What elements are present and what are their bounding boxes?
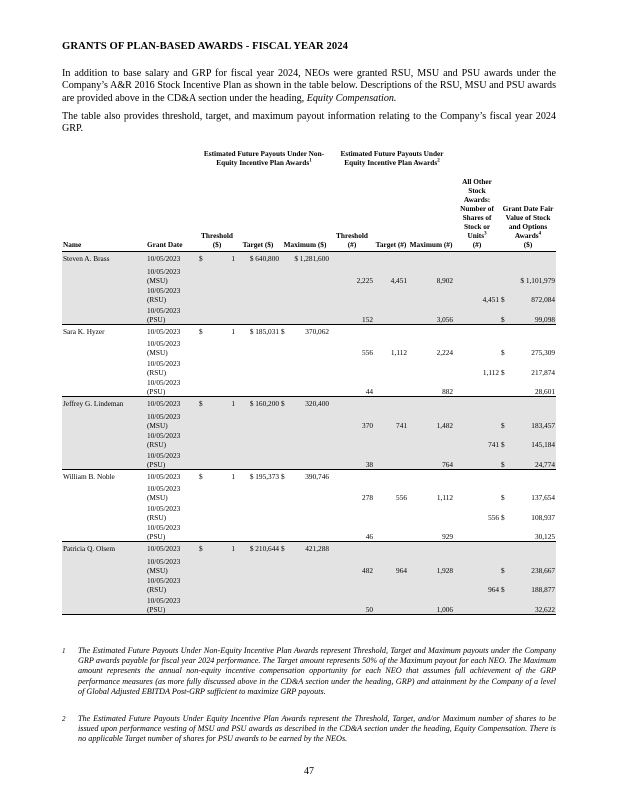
fair-value [500,430,556,450]
exec-group [62,397,556,470]
value: 421,288 [305,544,329,553]
fair-value [500,304,556,324]
exec-name: Sara K. Hyzer [63,326,105,336]
e-maximum: 1,006 [408,594,454,614]
table-row [62,338,556,358]
ne-target: $ 160,200 [236,397,280,411]
ne-target: $ 195,373 [249,471,279,481]
fair-value [500,285,556,305]
col-ne-target: Target ($) [242,240,274,249]
intro-text: In addition to base salary and GRP for fiscal year 2024, NEOs were granted RSU, MSU and PSU awards under the Company’s A&R 2016 Stock Incentive Plan as shown in the table below. Descriptions of the RSU, MSU and PSU awards are provided above in the CD&A section under the heading, [62,68,556,104]
award-type: (RSU) [147,585,167,594]
date: 10/05/2023 [147,286,181,295]
table-row [62,522,556,542]
currency: $ [281,326,285,336]
value: 238,667 [531,565,556,575]
grant-date-psu [146,522,198,542]
grant-date: 10/05/2023 [146,542,198,556]
col-fair-value-unit: ($) [523,240,533,249]
footnote-2 [62,714,556,745]
table-row [62,430,556,450]
currency: $ [199,326,203,336]
col-e-threshold: Threshold (#) [336,231,368,249]
value: 145,184 [531,440,556,449]
e-threshold: 46 [330,522,374,542]
date: 10/05/2023 [147,503,181,513]
grant-date: 10/05/2023 [147,471,181,481]
fair-value [500,483,556,503]
fair-value: 28,601 [500,377,556,397]
exec-group [62,252,556,325]
award-type: (RSU) [147,440,167,449]
fair-value [500,575,556,595]
currency: $ [501,367,505,377]
date: 10/05/2023 [147,450,181,460]
col-name: Name [63,240,82,249]
col-e-target: Target (#) [375,240,407,249]
value: 99,098 [534,314,556,324]
date: 10/05/2023 [147,431,181,440]
other-stock: 556 [488,512,500,522]
award-type: (RSU) [147,367,167,377]
value: 320,400 [305,399,329,408]
col-ne-maximum: Maximum ($) [283,240,327,249]
e-maximum: 882 [408,377,454,397]
ne-threshold [198,469,236,483]
date: 10/05/2023 [147,378,181,387]
award-type: (MSU) [147,420,168,430]
footnote-1 [62,646,556,697]
ne-maximum [280,397,330,411]
table-row [62,252,556,266]
grant-date-msu [146,483,198,503]
currency: $ [199,471,203,481]
value: 1 [231,544,235,553]
e-threshold: 44 [330,377,374,397]
value: 390,746 [305,471,329,481]
table-row [62,324,556,338]
e-target: 556 [396,493,407,502]
other-stock: 1,112 [482,367,500,377]
value: 872,084 [531,295,556,304]
currency: $ [501,314,505,324]
value: 275,309 [531,348,556,357]
other-stock: 741 [454,430,500,450]
fair-value: $ 1,101,979 [500,265,556,285]
footnote-ref: 4 [538,231,542,237]
ne-maximum [280,469,330,483]
e-target: 1,112 [390,348,407,357]
table-row [62,377,556,397]
currency: $ [501,295,505,304]
e-threshold: 278 [362,493,373,502]
table-row [62,304,556,324]
footnote-number: 1 [62,647,66,655]
group-non-equity [198,149,330,177]
award-type: (PSU) [147,314,166,324]
table-row [62,410,556,430]
e-threshold: 370 [330,410,374,430]
exec-name: Steven A. Brass [62,252,146,266]
group-equity-label: Estimated Future Payouts Under Equity Incentive Plan Awards [340,149,444,167]
table-row [62,357,556,377]
value: 217,874 [531,367,556,377]
award-type: (MSU) [147,493,168,502]
award-type: (PSU) [147,532,166,541]
table-row [62,397,556,411]
fair-value [500,555,556,575]
table-row [62,575,556,595]
grant-date-psu [146,594,198,614]
footnote-text: The Estimated Future Payouts Under Equity Incentive Plan Awards represent the Threshold, Target, and/or Maximum number of shares to be issued upon performance vesting of MSU and PSU awards as described in the CD&A section under the heading, Equity Compensation. There is no applicable Target number of shares for PSU awards to be earned by the NEOs. [78,714,556,744]
date: 10/05/2023 [147,358,181,368]
currency: $ [199,254,203,263]
grant-date-msu [146,410,198,430]
grant-date-rsu [146,502,198,522]
table-row [62,449,556,469]
currency: $ [199,544,203,553]
e-maximum: 2,224 [436,348,454,357]
other-stock: 4,451 [454,285,500,305]
value: 370,062 [305,326,329,336]
date: 10/05/2023 [147,523,181,532]
date: 10/05/2023 [147,411,181,421]
award-type: (MSU) [147,348,168,357]
currency: $ [501,493,505,502]
e-maximum: 929 [408,522,454,542]
table-row [62,265,556,285]
grants-table [62,149,556,615]
e-target: 964 [374,555,408,575]
fair-value [500,449,556,469]
grant-date-rsu [146,575,198,595]
currency: $ [199,399,203,408]
grant-date-psu [146,304,198,324]
ne-threshold [198,542,236,556]
e-maximum: 764 [408,449,454,469]
table-row [62,555,556,575]
footnote-text: The Estimated Future Payouts Under Non-Equity Incentive Plan Awards represent Threshold, Target and Maximum payouts under the Company GRP awards payable for fiscal year 2024 performance. The Target amount represents 50% of the Maximum payout for each NEO. The Maximum amount represents the annual non-equity incentive compensation opportunity for each NEO that assumes full achievement of the GRP performance measures (as more fully discussed above in the CD&A section under the heading, GRP) and attainment by the Company of a level of Global Adjusted EBITDA Post-GRP sufficient to maximize GRP payouts. [78,646,556,696]
currency: $ [281,399,285,408]
value: 1 [231,326,235,336]
date: 10/05/2023 [147,305,181,315]
col-ne-threshold: Threshold ($) [201,231,233,249]
col-grant-date: Grant Date [147,240,183,249]
award-type: (PSU) [147,459,166,469]
table-row [62,469,556,483]
col-e-maximum: Maximum (#) [409,240,453,249]
grant-date: 10/05/2023 [146,252,198,266]
value: 108,937 [531,512,556,522]
intro-paragraph-1 [62,68,556,105]
column-header-row [62,177,556,252]
section-heading: GRANTS OF PLAN-BASED AWARDS - FISCAL YEAR 2024 [62,41,349,52]
grant-date-msu [146,265,198,285]
col-other-stock-label: All Other Stock Awards: Number of Shares of Stock or Units [460,177,494,240]
fair-value [500,357,556,377]
exec-group [62,469,556,542]
award-type: (RSU) [147,512,167,522]
intro-paragraph-2: The table also provides threshold, target, and maximum payout information relating to the Company’s fiscal year 2024 GRP. [62,111,556,135]
page-number: 47 [304,766,314,777]
currency: $ [501,440,505,449]
e-maximum: 8,902 [408,265,454,285]
date: 10/05/2023 [147,339,181,348]
footnote-ref: 3 [484,231,487,237]
col-other-stock [454,177,500,252]
e-maximum: 1,112 [436,493,454,502]
value: 188,877 [531,585,556,594]
ne-target: $ 640,800 [236,252,280,266]
grant-date-psu [146,377,198,397]
group-header-row [62,149,556,177]
group-equity [330,149,454,177]
grant-date-msu [146,555,198,575]
e-maximum: 1,482 [408,410,454,430]
table-row [62,483,556,503]
exec-group [62,542,556,615]
e-threshold: 152 [330,304,374,324]
grant-date-msu [146,338,198,358]
date: 10/05/2023 [147,266,181,276]
currency: $ [501,585,505,594]
fair-value: 32,622 [500,594,556,614]
other-stock: 964 [454,575,500,595]
fair-value [500,338,556,358]
col-fair-value-label: Grant Date Fair Value of Stock and Options Awards [502,204,554,240]
fair-value [500,502,556,522]
award-type: (PSU) [147,387,166,396]
e-threshold: 482 [330,555,374,575]
table-row [62,285,556,305]
value: 1 [231,399,235,408]
table-row [62,594,556,614]
currency: $ [501,512,505,522]
currency: $ [501,459,505,469]
table-row [62,542,556,556]
award-type: (PSU) [147,604,166,614]
ne-threshold [198,324,236,338]
date: 10/05/2023 [147,576,181,585]
value: 24,774 [534,459,556,469]
fair-value: 30,125 [500,522,556,542]
value: 137,654 [531,493,556,502]
award-type: (MSU) [147,565,168,575]
exec-name: William B. Noble [63,471,115,481]
currency: $ [281,544,285,553]
ne-target: $ 210,644 [236,542,280,556]
exec-name: Patricia Q. Olsem [62,542,146,556]
footnote-number: 2 [62,715,66,723]
date: 10/05/2023 [147,595,181,605]
grant-date-rsu [146,357,198,377]
e-target: 741 [374,410,408,430]
exec-name: Jeffrey G. Lindeman [62,397,146,411]
table-row [62,502,556,522]
e-maximum: 1,928 [408,555,454,575]
ne-threshold [198,397,236,411]
group-non-equity-label: Estimated Future Payouts Under Non-Equity Incentive Plan Awards [203,149,325,167]
currency: $ [501,348,505,357]
grant-date: 10/05/2023 [146,397,198,411]
ne-target: $ 185,031 [249,326,279,336]
grant-date: 10/05/2023 [147,326,181,336]
e-maximum: 3,056 [408,304,454,324]
e-threshold: 50 [330,594,374,614]
grant-date-rsu [146,430,198,450]
currency: $ [501,420,505,430]
date: 10/05/2023 [147,556,181,566]
award-type: (MSU) [147,275,168,285]
e-threshold: 556 [362,348,373,357]
intro-emphasis: Equity Compensation. [306,92,397,104]
date: 10/05/2023 [147,484,181,493]
grant-date-rsu [146,285,198,305]
col-fair-value [500,177,556,252]
footnote-ref: 1 [309,158,312,164]
e-target: 4,451 [374,265,408,285]
col-other-stock-unit: (#) [472,240,482,249]
ne-maximum [280,542,330,556]
award-type: (RSU) [147,295,167,304]
ne-maximum: $ 1,281,600 [280,252,330,266]
grant-date-psu [146,449,198,469]
e-threshold: 38 [330,449,374,469]
footnote-ref: 2 [437,158,440,164]
ne-threshold [198,252,236,266]
exec-group [62,324,556,397]
e-threshold: 2,225 [330,265,374,285]
currency: $ [281,471,285,481]
fair-value [500,410,556,430]
value: 183,457 [531,420,556,430]
value: 1 [231,254,235,263]
ne-maximum [280,324,330,338]
currency: $ [501,565,505,575]
value: 1 [231,471,235,481]
